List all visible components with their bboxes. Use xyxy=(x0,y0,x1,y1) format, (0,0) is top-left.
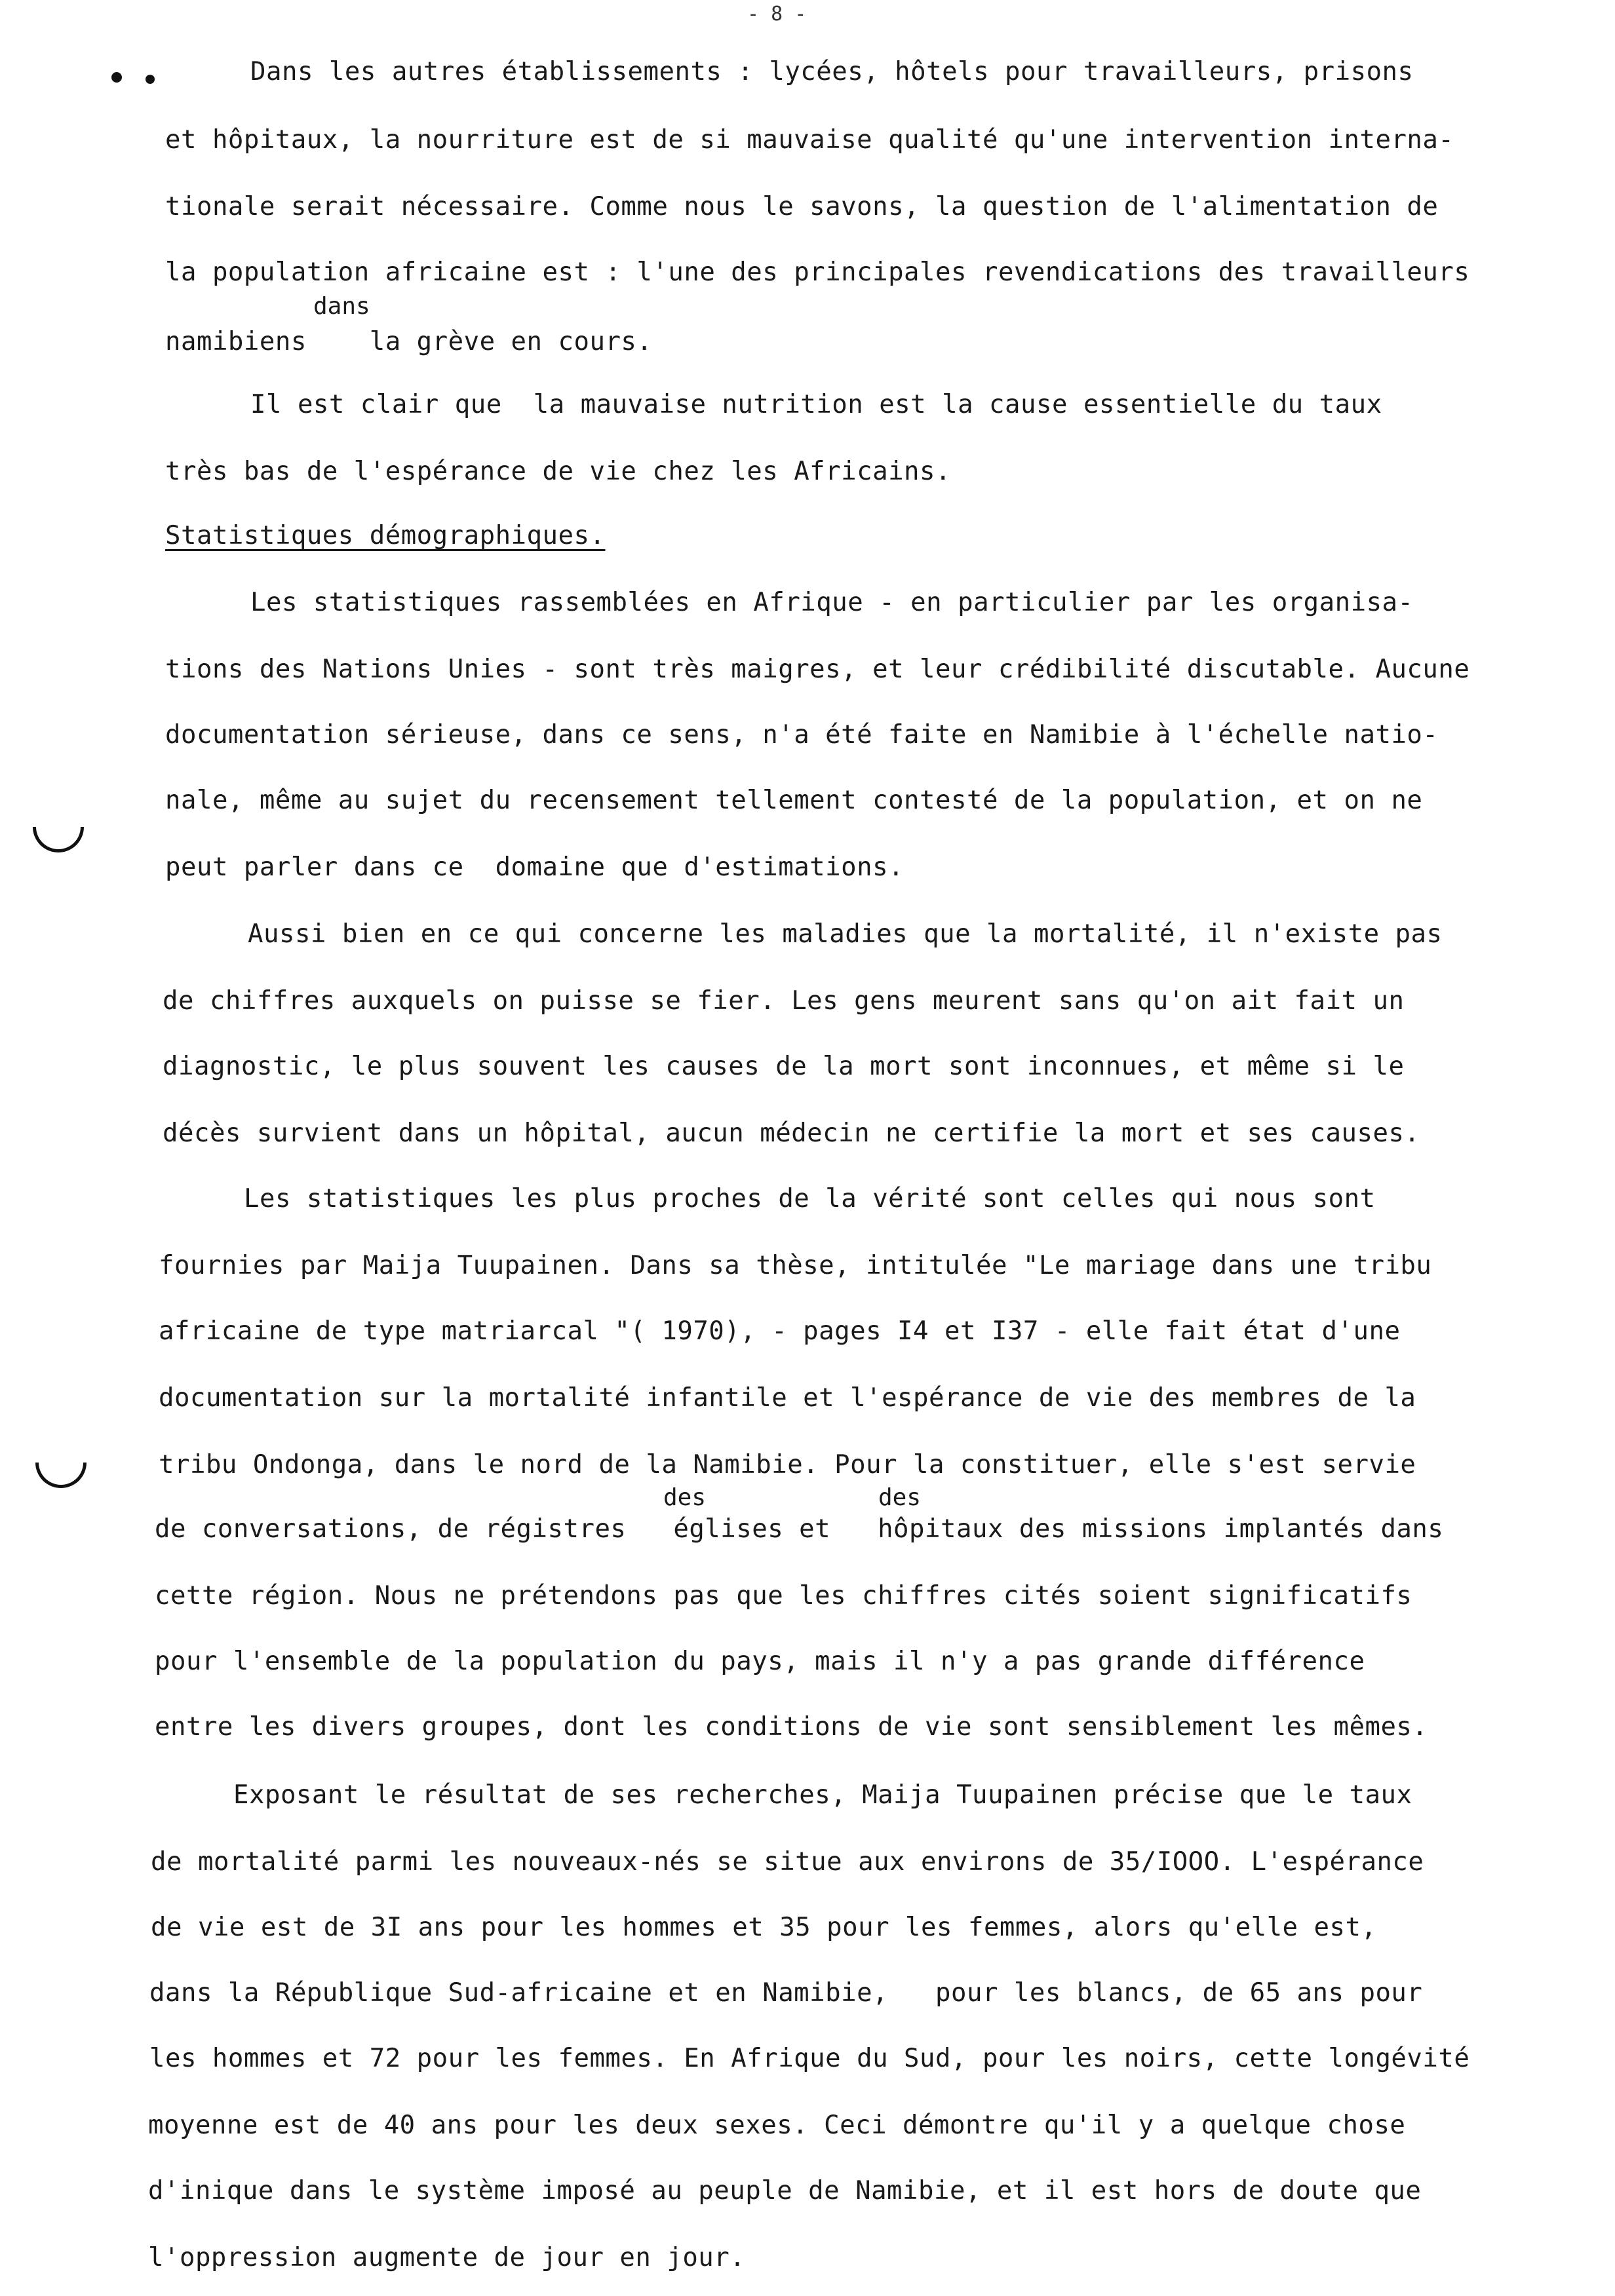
text-line: tionale serait nécessaire. Comme nous le savons, la question de l'alimentation de xyxy=(165,192,1439,221)
text-line: namibiens la grève en cours. xyxy=(165,327,653,356)
text-line: moyenne est de 40 ans pour les deux sexes. Ceci démontre qu'il y a quelque chose xyxy=(148,2111,1406,2140)
text-line: Aussi bien en ce qui concerne les maladies que la mortalité, il n'existe pas xyxy=(248,919,1443,949)
section-heading: Statistiques démographiques. xyxy=(165,521,606,550)
text-line: l'oppression augmente de jour en jour. xyxy=(148,2243,746,2272)
text-line: décès survient dans un hôpital, aucun médecin ne certifie la mort et ses causes. xyxy=(163,1119,1420,1148)
text-line: la population africaine est : l'une des principales revendications des travailleurs xyxy=(165,258,1470,287)
text-line: d'inique dans le système imposé au peuple de Namibie, et il est hors de doute que xyxy=(148,2176,1422,2206)
text-line: et hôpitaux, la nourriture est de si mauvaise qualité qu'une intervention interna- xyxy=(165,125,1454,155)
text-line: documentation sérieuse, dans ce sens, n'a été faite en Namibie à l'échelle natio- xyxy=(165,720,1439,750)
text-line: diagnostic, le plus souvent les causes de la mort sont inconnues, et même si le xyxy=(163,1052,1405,1081)
text-line: Les statistiques rassemblées en Afrique - en particulier par les organisa- xyxy=(250,588,1414,617)
text-line: de mortalité parmi les nouveaux-nés se situe aux environs de 35/IOOO. L'espérance xyxy=(151,1847,1424,1877)
text-line: de conversations, de régistres églises et hôpitaux des missions implantés dans xyxy=(155,1514,1444,1544)
text-line: les hommes et 72 pour les femmes. En Afrique du Sud, pour les noirs, cette longévité xyxy=(149,2044,1470,2073)
text-line: dans la République Sud-africaine et en Namibie, pour les blancs, de 65 ans pour xyxy=(149,1978,1423,2008)
text-line: de chiffres auxquels on puisse se fier. Les gens meurent sans qu'on ait fait un xyxy=(163,986,1405,1016)
text-line: fournies par Maija Tuupainen. Dans sa thèse, intitulée "Le mariage dans une tribu xyxy=(159,1251,1432,1280)
handwritten-insert: des xyxy=(878,1484,922,1511)
text-line: Les statistiques les plus proches de la vérité sont celles qui nous sont xyxy=(244,1184,1376,1214)
margin-bullet-mark xyxy=(146,75,155,84)
text-line: peut parler dans ce domaine que d'estimations. xyxy=(165,852,905,882)
handwritten-insert: dans xyxy=(313,293,370,320)
text-line: cette région. Nous ne prétendons pas que les chiffres cités soient significatifs xyxy=(155,1581,1412,1611)
text-line: nale, même au sujet du recensement tellement contesté de la population, et on ne xyxy=(165,786,1423,815)
punch-hole-mark xyxy=(33,827,84,852)
text-line: pour l'ensemble de la population du pays, mais il n'y a pas grande différence xyxy=(155,1647,1365,1676)
text-line: entre les divers groupes, dont les conditions de vie sont sensiblement les mêmes. xyxy=(155,1712,1428,1742)
text-line: de vie est de 3I ans pour les hommes et 35 pour les femmes, alors qu'elle est, xyxy=(151,1913,1377,1942)
punch-hole-mark xyxy=(35,1463,87,1488)
text-line: Dans les autres établissements : lycées, hôtels pour travailleurs, prisons xyxy=(250,57,1414,86)
text-line: tions des Nations Unies - sont très maigres, et leur crédibilité discutable. Aucune xyxy=(165,655,1470,684)
text-line: africaine de type matriarcal "( 1970), - pages I4 et I37 - elle fait état d'une xyxy=(159,1316,1401,1346)
handwritten-insert: des xyxy=(663,1484,707,1511)
text-line: très bas de l'espérance de vie chez les Africains. xyxy=(165,457,951,486)
text-line: documentation sur la mortalité infantile et l'espérance de vie des membres de la xyxy=(159,1383,1416,1413)
text-line: tribu Ondonga, dans le nord de la Namibie. Pour la constituer, elle s'est servie xyxy=(159,1450,1416,1480)
text-line: Exposant le résultat de ses recherches, Maija Tuupainen précise que le taux xyxy=(233,1780,1412,1810)
page-number: - 8 - xyxy=(747,3,807,26)
margin-bullet-mark xyxy=(111,72,122,83)
text-line: Il est clair que la mauvaise nutrition est la cause essentielle du taux xyxy=(250,390,1382,419)
